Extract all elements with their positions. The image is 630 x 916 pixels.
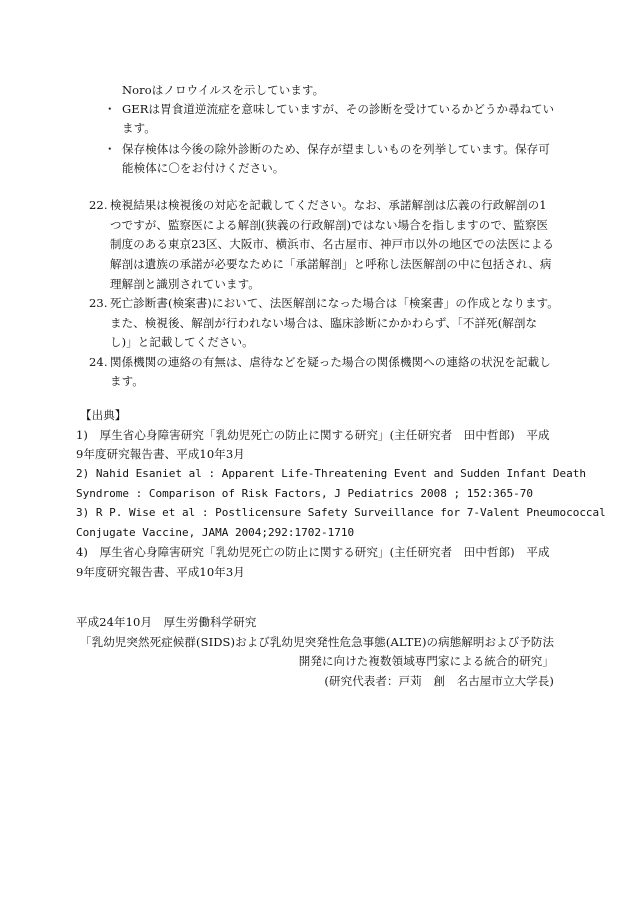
reference-line: 2) Nahid Esaniet al : Apparent Life-Threatening Event and Sudden Infant Death: [76, 467, 586, 480]
footer-program: 平成24年10月 厚生労働科学研究: [76, 615, 257, 629]
bullet-mark: ・: [104, 102, 116, 116]
reference-line: 3) R P. Wise et al : Postlicensure Safety Surveillance for 7-Valent Pneumococcal: [76, 506, 606, 519]
item-23-line: 死亡診断書(検案書)において、法医解剖になった場合は「検案書」の作成となります。: [110, 296, 559, 310]
reference-line: 4) 厚生省心身障害研究「乳幼児死亡の防止に関する研究」(主任研究者 田中哲郎) 平成: [76, 545, 550, 559]
reference-line: Conjugate Vaccine, JAMA 2004;292:1702-1710: [76, 526, 355, 539]
item-number: 23.: [89, 296, 108, 310]
bullet-mark: ・: [104, 142, 116, 156]
noro-note: Noroはノロウイルスを示しています。: [122, 83, 325, 97]
item-22-line: 理解剖と識別されています。: [110, 277, 260, 291]
specimen-note-line2: 能検体に〇をお付けください。: [122, 161, 285, 175]
item-22-line: つですが、監察医による解剖(狭義の行政解剖)ではない場合を指しますので、監察医: [110, 218, 549, 232]
reference-line: Syndrome : Comparison of Risk Factors, J Pediatrics 2008 ; 152:365-70: [76, 487, 533, 500]
item-24-line: ます。: [110, 374, 144, 388]
footer-project-title: 「乳幼児突然死症候群(SIDS)および乳幼児突発性危急事態(ALTE)の病態解明および予防法: [80, 635, 555, 649]
item-22-line: 制度のある東京23区、大阪市、横浜市、名古屋市、神戸市以外の地区での法医による: [110, 237, 555, 251]
sources-heading: 【出典】: [80, 408, 127, 422]
ger-note-line2: ます。: [122, 121, 156, 135]
ger-note-line1: GERは胃食道逆流症を意味していますが、その診断を受けているかどうか尋ねてい: [122, 102, 555, 116]
item-23-line: また、検視後、解剖が行われない場合は、臨床診断にかかわらず、「不詳死(解剖な: [110, 316, 538, 330]
item-23-line: し)」と記載してください。: [110, 335, 254, 349]
item-number: 24.: [89, 355, 108, 369]
footer-representative: (研究代表者：戸苅 創 名古屋市立大学長): [324, 674, 554, 688]
footer-project-title-cont: 開発に向けた複数領域専門家による統合的研究」: [298, 654, 554, 668]
item-22-line: 検視結果は検視後の対応を記載してください。なお、承諾解剖は広義の行政解剖の1: [110, 198, 547, 212]
reference-line: 9年度研究報告書、平成10年3月: [76, 447, 245, 461]
specimen-note-line1: 保存検体は今後の除外診断のため、保存が望ましいものを列挙しています。保存可: [122, 142, 550, 156]
item-22-line: 解剖は遺族の承諾が必要なために「承諾解剖」と呼称し法医解剖の中に包括され、病: [110, 257, 552, 271]
item-24-line: 関係機関の連絡の有無は、虐待などを疑った場合の関係機関への連絡の状況を記載し: [110, 355, 551, 369]
reference-line: 1) 厚生省心身障害研究「乳幼児死亡の防止に関する研究」(主任研究者 田中哲郎) 平成: [76, 428, 550, 442]
reference-line: 9年度研究報告書、平成10年3月: [76, 565, 245, 579]
item-number: 22.: [89, 198, 108, 212]
